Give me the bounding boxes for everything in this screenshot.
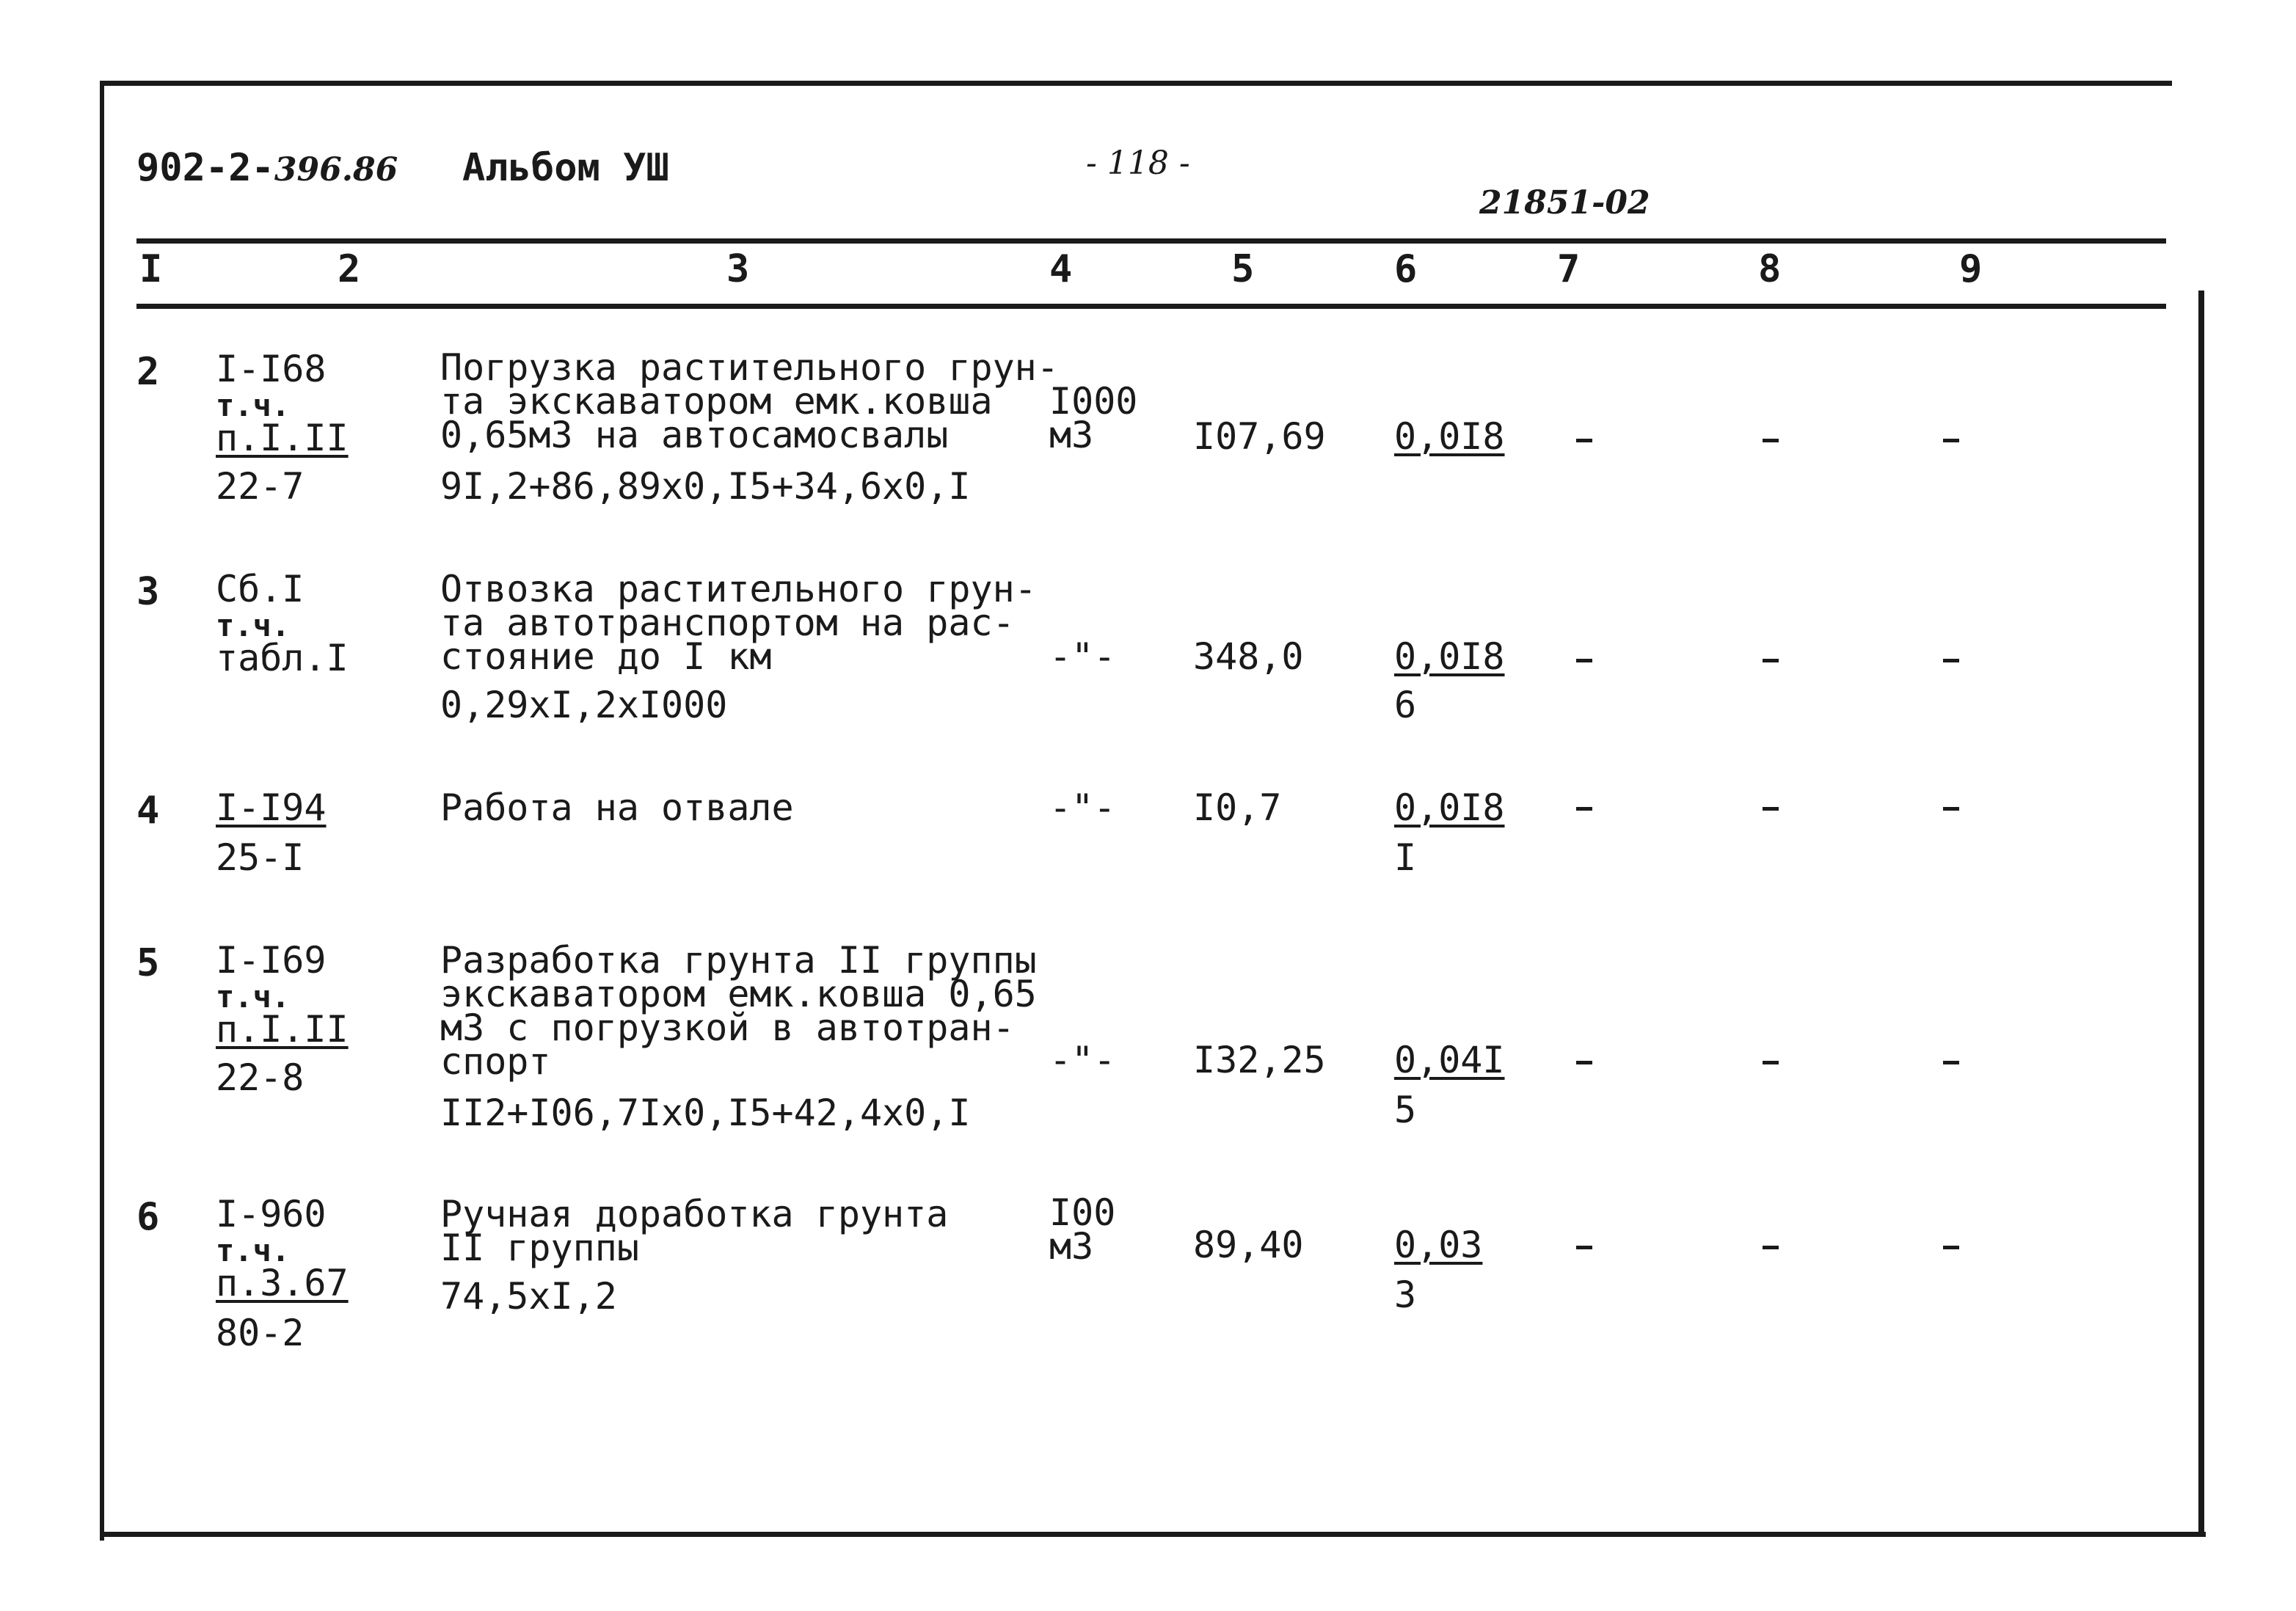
doc-code-suffix: 396.86	[274, 151, 398, 189]
unit: м3	[1049, 414, 1094, 456]
unit: I00	[1049, 1191, 1116, 1234]
description-line: спорт	[440, 1040, 551, 1083]
doc-code	[136, 146, 398, 190]
column-6-subvalue: 5	[1394, 1089, 1417, 1131]
rate-code: I-I69	[216, 939, 327, 982]
column-8-dash	[1763, 807, 1779, 811]
rate-code: I-I68	[216, 348, 327, 390]
column-7-dash	[1576, 1061, 1592, 1064]
description-line: экскаватором емк.ковша 0,65	[440, 973, 1037, 1015]
header-rule-bottom	[136, 304, 2166, 309]
formula: 0,29xI,2xI000	[440, 684, 728, 726]
formula: 9I,2+86,89x0,I5+34,6x0,I	[440, 465, 971, 508]
column-6-value: 0,0I8	[1394, 786, 1505, 829]
unit: -"-	[1049, 786, 1116, 829]
description-line: Разработка грунта II группы	[440, 939, 1037, 982]
rate-code: табл.I	[216, 637, 349, 679]
quantity: 89,40	[1193, 1224, 1304, 1266]
description-line: Ручная доработка грунта	[440, 1193, 949, 1235]
rate-code: т.ч.	[216, 1232, 291, 1268]
rate-code: п.I.II	[216, 1008, 349, 1051]
column-6-value: 0,0I8	[1394, 635, 1505, 678]
rate-code: т.ч.	[216, 607, 291, 643]
column-6-subvalue: 3	[1394, 1274, 1417, 1316]
column-7-dash	[1576, 439, 1592, 442]
column-8-dash	[1763, 1061, 1779, 1064]
unit: -"-	[1049, 635, 1116, 678]
unit: -"-	[1049, 1039, 1116, 1081]
rate-code: 22-7	[216, 465, 305, 508]
description-line: Отвозка растительного грун-	[440, 568, 1037, 610]
column-7-dash	[1576, 807, 1592, 811]
unit: I000	[1049, 380, 1138, 423]
album-label: Альбом УШ	[462, 146, 669, 190]
column-7-dash	[1576, 1246, 1592, 1249]
row-number: 4	[136, 789, 160, 833]
rate-code: п.I.II	[216, 417, 349, 459]
column-9-dash	[1943, 439, 1959, 442]
rate-code: 22-8	[216, 1056, 305, 1099]
column-9-dash	[1943, 1246, 1959, 1249]
frame-bottom-border	[100, 1532, 2206, 1537]
description-line: м3 с погрузкой в автотран-	[440, 1007, 1015, 1049]
archive-number: 21851-02	[1479, 184, 1650, 222]
column-header-7: 7	[1557, 247, 1581, 291]
row-number: 3	[136, 570, 160, 614]
column-header-1: I	[139, 247, 163, 291]
column-header-5: 5	[1231, 247, 1255, 291]
formula: 74,5xI,2	[440, 1275, 617, 1318]
column-header-6: 6	[1394, 247, 1418, 291]
frame-right-border	[2198, 291, 2204, 1535]
column-6-subvalue: I	[1394, 836, 1417, 879]
rate-code: Сб.I	[216, 568, 305, 610]
description-line: та автотранспортом на рас-	[440, 602, 1015, 644]
column-8-dash	[1763, 659, 1779, 662]
row-number: 2	[136, 350, 160, 394]
column-8-dash	[1763, 1246, 1779, 1249]
column-9-dash	[1943, 807, 1959, 811]
rate-code: I-I94	[216, 786, 327, 829]
quantity: 348,0	[1193, 635, 1304, 678]
description-line: II группы	[440, 1227, 639, 1269]
rate-code: т.ч.	[216, 979, 291, 1015]
column-header-2: 2	[338, 247, 361, 291]
unit: м3	[1049, 1225, 1094, 1268]
rate-code: I-960	[216, 1193, 327, 1235]
rate-code: 80-2	[216, 1312, 305, 1354]
row-number: 5	[136, 941, 160, 985]
column-9-dash	[1943, 1061, 1959, 1064]
column-header-3: 3	[726, 247, 750, 291]
header-rule-top	[136, 238, 2166, 244]
column-6-value: 0,04I	[1394, 1039, 1505, 1081]
doc-code-prefix: 902-2-	[136, 146, 274, 190]
formula: II2+I06,7Ix0,I5+42,4x0,I	[440, 1092, 971, 1134]
page-number: - 118 -	[1086, 145, 1190, 182]
column-9-dash	[1943, 659, 1959, 662]
frame-top-border	[100, 81, 2172, 86]
description-line: Работа на отвале	[440, 786, 794, 829]
description-line: 0,65м3 на автосамосвалы	[440, 414, 949, 456]
column-6-value: 0,03	[1394, 1224, 1483, 1266]
column-6-value: 0,0I8	[1394, 415, 1505, 458]
rate-code: п.3.67	[216, 1262, 349, 1304]
description-line: та экскаватором емк.ковша	[440, 380, 993, 423]
rate-code: 25-I	[216, 836, 305, 879]
column-header-4: 4	[1049, 247, 1073, 291]
quantity: I32,25	[1193, 1039, 1326, 1081]
row-number: 6	[136, 1195, 160, 1239]
column-8-dash	[1763, 439, 1779, 442]
quantity: I07,69	[1193, 415, 1326, 458]
column-6-subvalue: 6	[1394, 684, 1417, 726]
frame-left-border	[100, 81, 104, 1541]
rate-code: т.ч.	[216, 387, 291, 423]
column-header-9: 9	[1959, 247, 1983, 291]
column-header-8: 8	[1758, 247, 1782, 291]
quantity: I0,7	[1193, 786, 1282, 829]
description-line: стояние до I км	[440, 635, 772, 678]
description-line: Погрузка растительного грун-	[440, 346, 1059, 389]
column-7-dash	[1576, 659, 1592, 662]
